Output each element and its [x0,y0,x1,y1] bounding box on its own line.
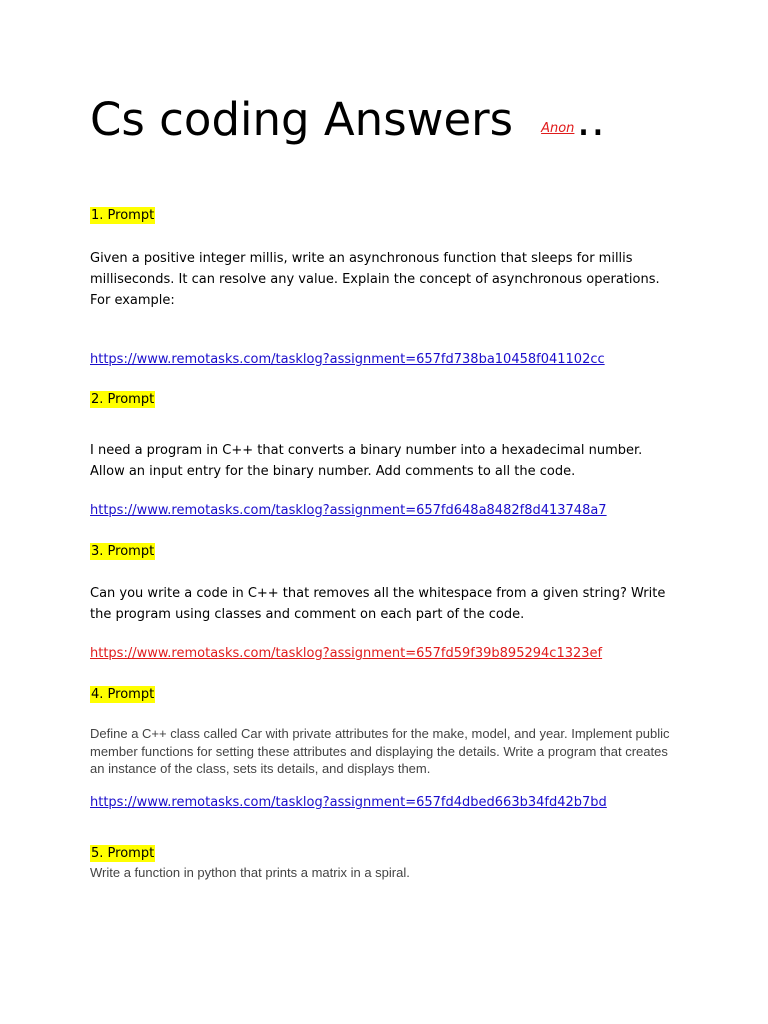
prompt-3-label [90,543,155,561]
document-title [90,90,605,162]
prompt-5-label [90,845,155,863]
prompt-4-label [90,686,155,704]
prompt-5-label-text: 5. Prompt [91,846,155,861]
prompt-4-text: Define a C++ class called Car with private attributes for the make, model, and year. Implement public member functions for setting these attributes and displaying the details. Write a program that creates an instance of the class, sets its details, and displays them. [90,726,670,776]
prompt-2-label-text: 2. Prompt [91,392,155,407]
prompt-3-label-text: 3. Prompt [91,544,155,559]
prompt-1-link[interactable]: https://www.remotasks.com/tasklog?assignment=657fd738ba10458f041102cc [90,352,605,367]
title-suffix: .. [576,93,606,146]
prompt-1-label-text: 1. Prompt [91,208,155,223]
prompt-1-text: Given a positive integer millis, write an asynchronous function that sleeps for millis milliseconds. It can resolve any value. Explain the concept of asynchronous operations. For example: [90,251,660,308]
prompt-2-link[interactable]: https://www.remotasks.com/tasklog?assignment=657fd648a8482f8d413748a7 [90,503,607,518]
prompt-3-link[interactable]: https://www.remotasks.com/tasklog?assignment=657fd59f39b895294c1323ef [90,646,603,661]
prompt-3-text: Can you write a code in C++ that removes all the whitespace from a given string? Write the program using classes and comment on each part of the code. [90,586,666,622]
prompt-1-label [90,207,155,225]
prompt-5-text: Write a function in python that prints a matrix in a spiral. [90,865,410,880]
title-text: Cs coding Answers [90,93,514,146]
prompt-2-label [90,391,155,409]
author-name[interactable]: Anon [541,121,575,136]
prompt-4-label-text: 4. Prompt [91,687,155,702]
prompt-2-text: I need a program in C++ that converts a binary number into a hexadecimal number. Allow an input entry for the binary number. Add comments to all the code. [90,443,643,479]
prompt-4-link[interactable]: https://www.remotasks.com/tasklog?assignment=657fd4dbed663b34fd42b7bd [90,795,607,810]
